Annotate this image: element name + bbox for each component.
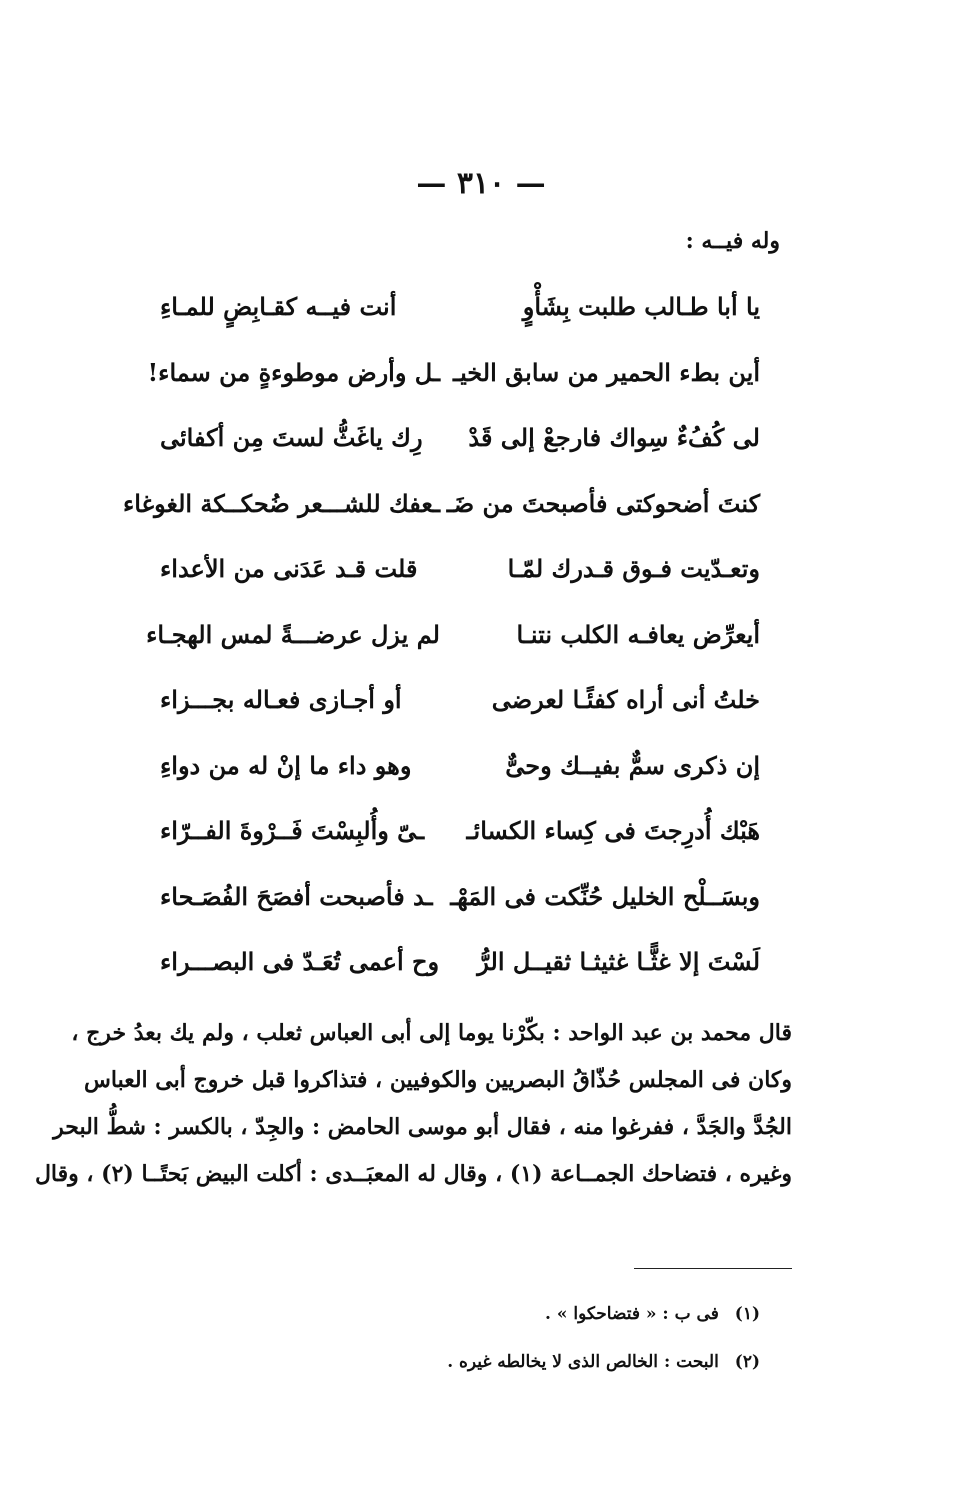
verse-first-hemistich: لى كُفُءٌ سِواك فارجعْ إلى قَدْ	[468, 423, 760, 453]
verse-first-hemistich: خلتُ أنى أراه كفئًـا لعرضى	[491, 685, 760, 715]
poem	[122, 274, 760, 995]
footnote	[300, 1290, 760, 1338]
verse-first-hemistich: إن ذكرى سمٌّ بفيــك وحىٌّ	[505, 750, 760, 780]
verse-first-hemistich: وبسَــلْح الخليل حُنِّكت فى المَهْـ	[450, 881, 760, 911]
footnote	[300, 1338, 760, 1386]
verse-second-hemistich: قلت قـد عَدَنى من الأعداء	[160, 554, 418, 584]
verse-second-hemistich: ـعفك للشـــعر ضُحكــكة الغوغاء	[122, 488, 440, 518]
prose-line: الجُدَّ والجَدَّ ، ففرغوا منه ، فقال أبو موسى الحامض : والجِدّ ، بالكسر : شطُّ البحر	[53, 1114, 792, 1140]
footnotes	[300, 1290, 760, 1386]
verse-first-hemistich: أيعرِّض يعافـه الكلب نتنـا	[516, 619, 760, 649]
footnote-number: (٢)	[734, 1352, 760, 1372]
verse-second-hemistich: أنت فيــه كقـابِضٍ للمـاءِ	[160, 292, 397, 322]
prose-line: وغيره ، فتضاحك الجمــاعة (١) ، وقال له المعبَــدى : أكلت البيض بَحتًــا (٢) ، وقال	[34, 1161, 792, 1187]
page-number: — ٣١٠ —	[416, 166, 546, 201]
prose-line: قال محمد بن عبد الواحد : بكّرْنا يوما إلى أبى العباس ثعلب ، ولم يك بعدُ خرج ،	[71, 1020, 792, 1046]
verse-second-hemistich: لم يزل عرضـــةً لمس الهجـاء	[146, 619, 440, 649]
verse	[122, 471, 760, 537]
verse	[146, 602, 760, 668]
verse-first-hemistich: كنتَ أضحوكتى فأصبحتَ من ضَـ	[446, 488, 760, 518]
verse-second-hemistich: ـل وأرض موطوءةٍ من سماء!	[147, 357, 440, 387]
footnote-text: البحت : الخالص الذى لا يخالطه غيره .	[447, 1352, 719, 1372]
verse-first-hemistich: هَبْك أُدرِجتَ فى كِساء الكسائـ	[466, 816, 760, 846]
verse-second-hemistich: ـىّ وأُلبِسْتَ فَــرْوةَ الفــرّاء	[160, 816, 425, 846]
footnote-text: فى ب : « فتضاحكوا » .	[545, 1304, 719, 1324]
verse	[160, 798, 760, 864]
footnote-number: (١)	[734, 1304, 760, 1324]
verse	[160, 667, 760, 733]
verse-second-hemistich: ـد فأصبحت أفصَحَ الفُصَـحاء	[160, 881, 433, 911]
verse-first-hemistich: لَسْتَ إلا غثًّـا غثيثـا ثقيــل الرُّ	[477, 947, 760, 977]
verse	[147, 340, 760, 406]
verse-second-hemistich: وهو داء ما إنْ له من دواءِ	[160, 750, 412, 780]
verse	[160, 405, 760, 471]
verse	[160, 274, 760, 340]
footnote-divider	[634, 1268, 792, 1269]
verse-second-hemistich: أو أجـازى فعـاله بجـــزاء	[160, 685, 402, 715]
prose-paragraph	[34, 1010, 792, 1198]
verse	[160, 929, 760, 995]
verse-first-hemistich: أين بطء الحمير من سابق الخيـ	[453, 357, 760, 387]
verse-first-hemistich: وتعـدّيت فـوق قـدرك لمّـا	[507, 554, 760, 584]
verse-second-hemistich: وح أعمى تُعَـدّ فى البصـــراء	[160, 947, 440, 977]
verse	[160, 536, 760, 602]
verse	[160, 864, 760, 930]
verse-first-hemistich: يا أبا طـالب طلبت بِشَأْوٍ	[522, 292, 760, 322]
verse	[160, 733, 760, 799]
prose-line: وكان فى المجلس حُذّاقُ البصريين والكوفيين ، فتذاكروا قبل خروج أبى العباس	[84, 1067, 792, 1093]
verse-second-hemistich: رِك ياغَثُّ لستَ مِن أكفائى	[160, 423, 423, 453]
poem-intro: وله فيــه :	[685, 228, 780, 254]
